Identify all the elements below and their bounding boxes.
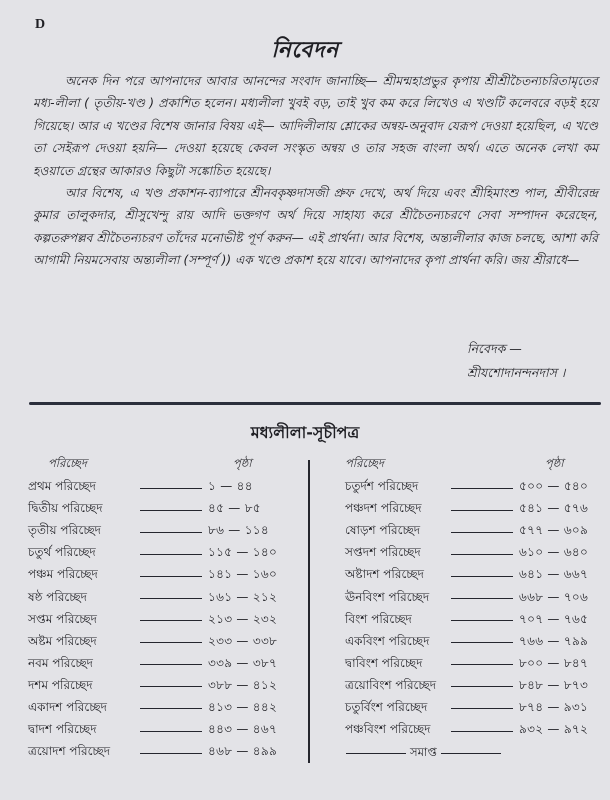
toc-left-column — [28, 455, 303, 764]
preface-title: নিবেদন — [271, 37, 339, 63]
leader-line — [140, 753, 202, 754]
page-range: ২১৩ — ২৩২ — [208, 611, 278, 626]
toc-entry — [28, 565, 303, 587]
leader-line — [140, 554, 202, 555]
page-range: ৯৩২ — ৯৭২ — [519, 722, 589, 737]
toc-entry — [28, 632, 303, 654]
toc-entry — [28, 676, 303, 698]
toc-right-column — [345, 455, 607, 764]
page-range: ৬৬৮ — ৭০৬ — [519, 589, 589, 604]
chapter-name: ঊনবিংশ পরিচ্ছেদ — [345, 589, 430, 604]
chapter-name: সপ্তম পরিচ্ছেদ — [28, 611, 97, 626]
toc-entry — [345, 676, 607, 698]
end-mark-label: সমাপ্ত — [410, 744, 437, 759]
page-column-header: পৃষ্ঠা — [545, 456, 564, 470]
leader-line — [451, 731, 513, 732]
leader-line — [140, 532, 202, 533]
chapter-column-header: পরিচ্ছেদ — [48, 456, 87, 470]
page-range: ১৪১ — ১৬০ — [208, 567, 278, 582]
section-divider — [29, 402, 601, 405]
leader-line — [140, 488, 202, 489]
leader-line — [140, 642, 202, 643]
chapter-name: দশম পরিচ্ছেদ — [28, 677, 93, 692]
chapter-name: পঞ্চদশ পরিচ্ছেদ — [345, 501, 422, 516]
toc-entry — [28, 654, 303, 676]
leader-line — [346, 753, 406, 754]
chapter-name: তৃতীয় পরিচ্ছেদ — [28, 523, 101, 538]
chapter-name: প্রথম পরিচ্ছেদ — [28, 479, 96, 494]
leader-line — [140, 510, 202, 511]
page-corner-letter: D — [35, 17, 46, 32]
leader-line — [451, 642, 513, 643]
chapter-name: ষষ্ঠ পরিচ্ছেদ — [28, 589, 87, 604]
preface-paragraph-1: অনেক দিন পরে আপনাদের আবার আনন্দের সংবাদ জানাচ্ছি— শ্রীমন্মহাপ্রভুর কৃপায় শ্রীশ্রীচৈতন্যচরিতামৃতের মধ্য-লীলা ( তৃতীয়-খণ্ড ) প্রকাশিত হলেন। মধ্যলীলা খুবই বড়, তাই খুব কম করে লিখেও এ খণ্ডটি কলেবরে বড়ই হয়ে গিয়েছে। আর এ খণ্ডের বিশেষ জানার বিষয় এই— আদিলীলায় শ্লোকের অন্বয়-অনুবাদ যেরূপ দেওয়া হয়েছিল, এ খণ্ডে তা সেইরূপ দেওয়া হয়নি— দেওয়া হয়েছে কেবল সংস্কৃত অন্বয় ও তার সহজ বাংলা অর্থ। এতে অনেক লেখা কম হওয়াতে গ্রন্থের আকারও কিছুটা সঙ্কোচিত হয়েছে। — [33, 74, 598, 178]
page-range: ২৩৩ — ৩৩৮ — [208, 633, 278, 648]
page-range: ৫৪১ — ৫৭৬ — [519, 501, 589, 516]
leader-line — [451, 686, 513, 687]
leader-line — [140, 576, 202, 577]
chapter-name: দ্বাদশ পরিচ্ছেদ — [28, 722, 97, 737]
leader-line — [140, 686, 202, 687]
toc-entry — [345, 610, 607, 632]
chapter-name: চতুর্বিংশ পরিচ্ছেদ — [345, 699, 428, 714]
leader-line — [451, 708, 513, 709]
toc-entry — [345, 499, 607, 521]
leader-line — [451, 554, 513, 555]
chapter-name: একবিংশ পরিচ্ছেদ — [345, 633, 430, 648]
toc-entry — [28, 499, 303, 521]
page-range: ৩৮৮ — ৪১২ — [208, 677, 278, 692]
page-range: ১ — ৪৪ — [208, 479, 253, 494]
toc-entry — [345, 565, 607, 587]
leader-line — [451, 488, 513, 489]
page-range: ১১৫ — ১৪০ — [208, 545, 278, 560]
signature-label: নিবেদক — — [467, 341, 522, 356]
page-range: ৮৭৪ — ৯৩১ — [519, 699, 589, 714]
column-divider — [308, 460, 310, 763]
page-range: ৩৩৯ — ৩৮৭ — [208, 655, 278, 670]
preface-paragraph-2: আর বিশেষ, এ খণ্ড প্রকাশন-ব্যাপারে শ্রীনবকৃষ্ণদাসজী প্রুফ দেখে, অর্থ দিয়ে এবং শ্রীহিমাংশু পাল, শ্রীবীরেন্দ্র কুমার তালুকদার, শ্রীসুখেন্দু রায় আদি ভক্তগণ অর্থ দিয়ে সাহায্য করে শ্রীচৈতন্যচরণে সেবা সম্পাদন করেছেন, কল্পতরুপল্লব শ্রীচৈতন্যচরণ তাঁদের মনোভীষ্ট পূর্ণ করুন— এই প্রার্থনা। আর বিশেষ, অন্ত্যলীলার কাজ চলছে, আশা করি আগামী নিয়মসেবায় অন্ত্যলীলা (সম্পূর্ণ )) এক খণ্ডে প্রকাশ হয়ে যাবে। আপনাদের কৃপা প্রার্থনা করি। জয় শ্রীরাধে— — [33, 186, 598, 268]
page-range: ৫৭৭ — ৬০৯ — [519, 523, 589, 538]
chapter-column-header: পরিচ্ছেদ — [345, 456, 384, 470]
chapter-name: ত্রয়োদশ পরিচ্ছেদ — [28, 744, 111, 759]
signature-name: শ্রীযশোদানন্দনদাস । — [467, 365, 566, 380]
leader-line — [451, 510, 513, 511]
toc-entry — [28, 477, 303, 499]
page-range: ৪১৩ — ৪৪২ — [208, 699, 278, 714]
chapter-name: ষোড়শ পরিচ্ছেদ — [345, 523, 421, 538]
leader-line — [441, 753, 501, 754]
chapter-name: সপ্তদশ পরিচ্ছেদ — [345, 545, 421, 560]
page-range: ৮০০ — ৮৪৭ — [519, 655, 589, 670]
leader-line — [140, 708, 202, 709]
toc-entry — [28, 543, 303, 565]
toc-entry — [345, 720, 607, 742]
chapter-name: দ্বাবিংশ পরিচ্ছেদ — [345, 655, 423, 670]
chapter-name: পঞ্চম পরিচ্ছেদ — [28, 567, 98, 582]
toc-entry — [28, 521, 303, 543]
page-range: ৬৪১ — ৬৬৭ — [519, 567, 589, 582]
toc-entry — [345, 587, 607, 609]
chapter-name: অষ্টাদশ পরিচ্ছেদ — [345, 567, 424, 582]
chapter-name: চতুর্থ পরিচ্ছেদ — [28, 545, 96, 560]
chapter-name: অষ্টম পরিচ্ছেদ — [28, 633, 97, 648]
toc-entry — [28, 587, 303, 609]
page-range: ৮৪৮ — ৮৭৩ — [519, 677, 589, 692]
leader-line — [451, 598, 513, 599]
toc-entry — [28, 742, 303, 764]
page-range: ১৬১ — ২১২ — [208, 589, 278, 604]
toc-left-header — [28, 455, 303, 477]
page-range: ৫০০ — ৫৪০ — [519, 479, 589, 494]
page-column-header: পৃষ্ঠা — [233, 456, 252, 470]
page-range: ৭৬৬ — ৭৯৯ — [519, 633, 589, 648]
leader-line — [451, 532, 513, 533]
page-range: ৭০৭ — ৭৬৫ — [519, 611, 589, 626]
chapter-name: নবম পরিচ্ছেদ — [28, 655, 93, 670]
signature-block — [467, 337, 565, 385]
page-range: ৪৪৩ — ৪৬৭ — [208, 722, 278, 737]
chapter-name: একাদশ পরিচ্ছেদ — [28, 699, 107, 714]
page-range: ৬১০ — ৬৪০ — [519, 545, 589, 560]
chapter-name: চতুর্দশ পরিচ্ছেদ — [345, 479, 419, 494]
toc-entry — [345, 698, 607, 720]
leader-line — [140, 731, 202, 732]
toc-right-header — [345, 455, 607, 477]
chapter-name: পঞ্চবিংশ পরিচ্ছেদ — [345, 722, 431, 737]
leader-line — [451, 576, 513, 577]
toc-end-mark — [342, 742, 607, 764]
page-range: ৪৫ — ৮৫ — [208, 501, 261, 516]
leader-line — [140, 620, 202, 621]
leader-line — [140, 598, 202, 599]
chapter-name: ত্রয়োবিংশ পরিচ্ছেদ — [345, 677, 437, 692]
toc-entry — [28, 610, 303, 632]
toc-entry — [28, 698, 303, 720]
leader-line — [451, 620, 513, 621]
toc-entry — [345, 477, 607, 499]
toc-entry — [345, 654, 607, 676]
leader-line — [140, 664, 202, 665]
leader-line — [451, 664, 513, 665]
toc-entry — [345, 632, 607, 654]
chapter-name: বিংশ পরিচ্ছেদ — [345, 611, 412, 626]
toc-entry — [28, 720, 303, 742]
preface-body — [33, 70, 598, 272]
toc-entry — [345, 543, 607, 565]
chapter-name: দ্বিতীয় পরিচ্ছেদ — [28, 501, 103, 516]
page-range: ৮৬ — ১১৪ — [208, 523, 269, 538]
toc-title: মধ্যলীলা-সূচীপত্র — [250, 423, 360, 442]
page-range: ৪৬৮ — ৪৯৯ — [208, 744, 278, 759]
toc-entry — [345, 521, 607, 543]
